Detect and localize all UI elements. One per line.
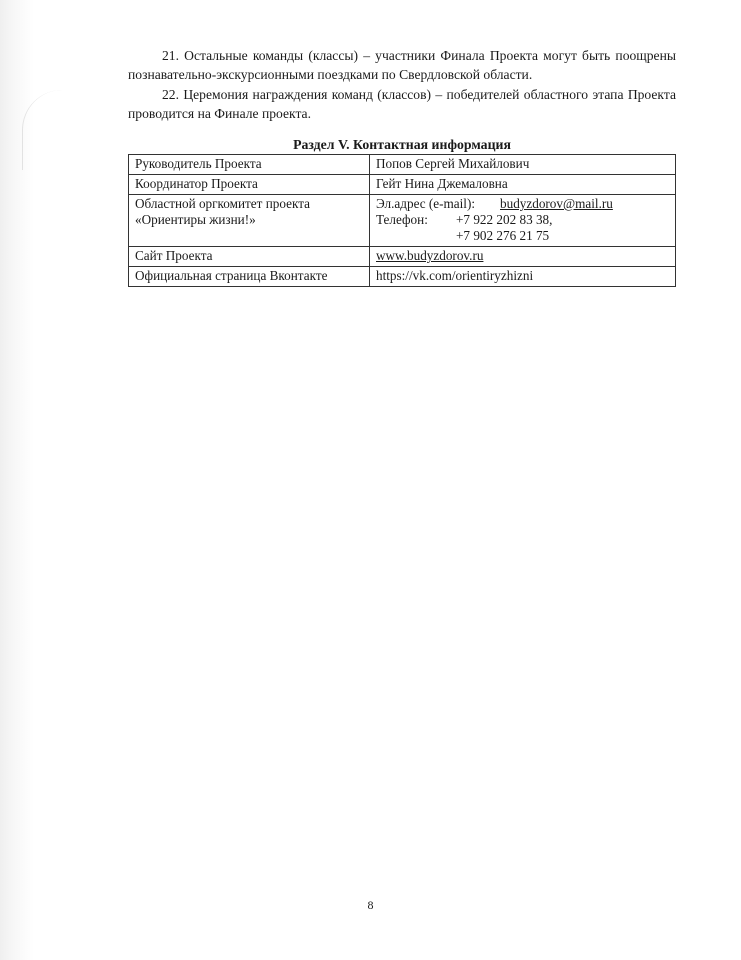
paragraph-22-text: 22. Церемония награждения команд (классов) – победителей областного этапа Проекта проводится на Финале проекта. — [128, 87, 676, 121]
vk-value[interactable]: https://vk.com/orientiryzhizni — [370, 267, 676, 287]
email-link[interactable]: budyzdorov@mail.ru — [500, 196, 613, 211]
phone-values — [456, 212, 552, 244]
table-row — [129, 175, 676, 195]
table-row — [129, 195, 676, 247]
site-link[interactable]: www.budyzdorov.ru — [376, 248, 484, 263]
paragraph-21 — [128, 46, 676, 84]
paragraph-22 — [128, 85, 676, 123]
orgcommittee-label-line2: «Ориентиры жизни!» — [135, 212, 256, 227]
coordinator-label: Координатор Проекта — [129, 175, 370, 195]
table-row — [129, 267, 676, 287]
orgcommittee-label — [129, 195, 370, 247]
email-line — [376, 196, 669, 212]
paragraph-21-text: 21. Остальные команды (классы) – участники Финала Проекта могут быть поощрены познавательно-экскурсионными поездками по Свердловской области. — [128, 48, 676, 82]
table-row — [129, 155, 676, 175]
project-head-value: Попов Сергей Михайлович — [370, 155, 676, 175]
site-label: Сайт Проекта — [129, 247, 370, 267]
vk-label: Официальная страница Вконтакте — [129, 267, 370, 287]
contacts-table — [128, 154, 676, 287]
project-head-label: Руководитель Проекта — [129, 155, 370, 175]
section-title: Раздел V. Контактная информация — [293, 137, 511, 152]
phone-label: Телефон: — [376, 212, 428, 227]
table-row — [129, 247, 676, 267]
page-number: 8 — [367, 898, 374, 912]
email-label: Эл.адрес (e-mail): — [376, 196, 476, 211]
phone-1: +7 922 202 83 38, — [456, 212, 553, 227]
orgcommittee-label-line1: Областной оргкомитет проекта — [135, 196, 310, 211]
site-value — [370, 247, 676, 267]
orgcommittee-value — [370, 195, 676, 247]
phone-line — [376, 212, 669, 244]
phone-2: +7 902 276 21 75 — [456, 228, 550, 243]
coordinator-value: Гейт Нина Джемаловна — [370, 175, 676, 195]
